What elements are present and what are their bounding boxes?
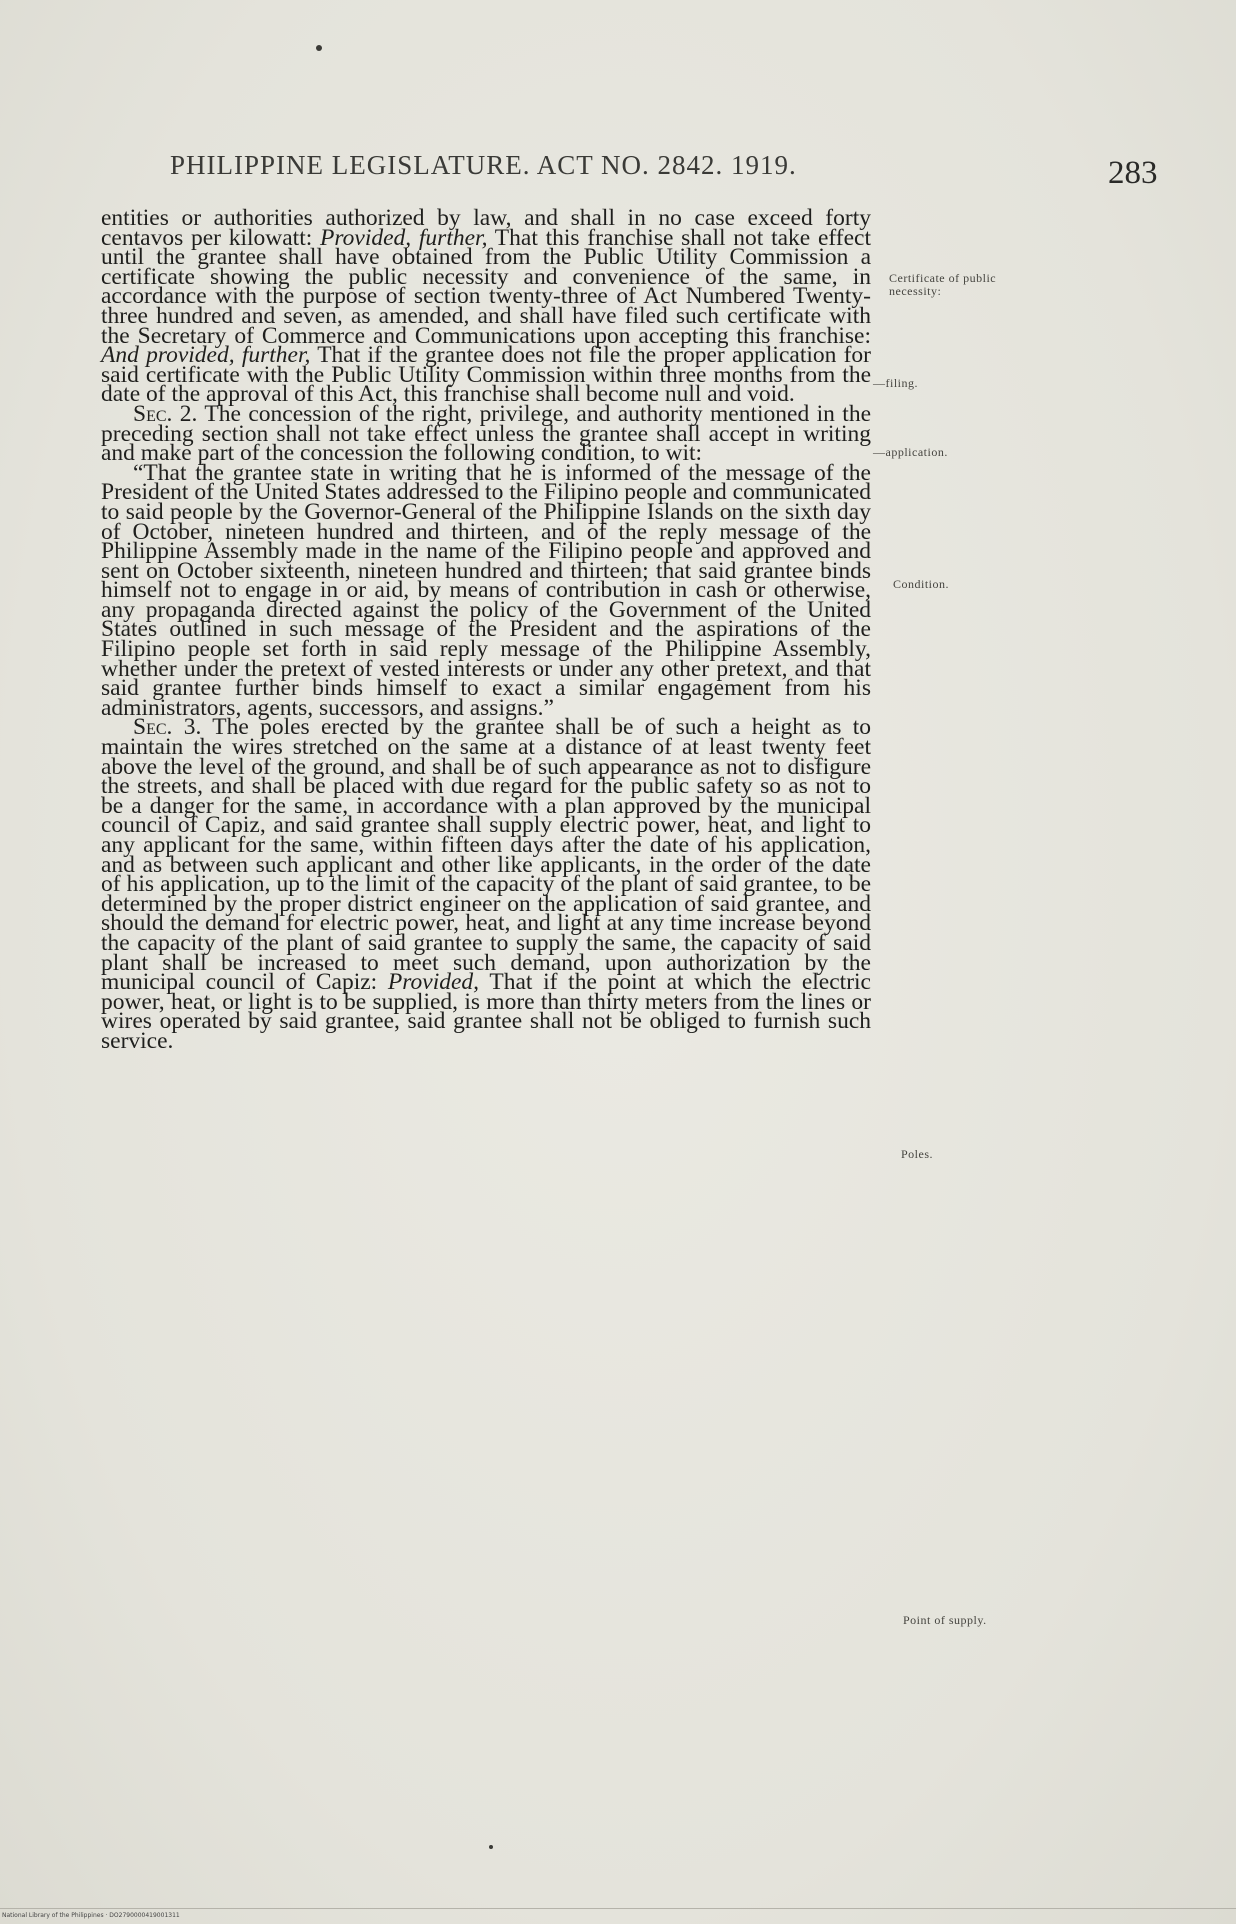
section-label: Sec. <box>133 714 173 741</box>
margin-note-certificate: Certificate of public necessity: <box>889 271 997 298</box>
margin-note-application: —application. <box>873 445 948 459</box>
text-run: That if the grantee does not file the proper application for said certificate with the Public Utility Commission within three months from the date of the approval of this Act, this franchise shall become null and void. <box>101 342 871 408</box>
paragraph-section-1-continuation <box>101 205 871 408</box>
section-label: Sec. <box>133 400 173 427</box>
library-stamp: National Library of the Philippines · DO2790000419001311 <box>2 1912 180 1919</box>
paragraph-section-2 <box>101 400 871 467</box>
text-run: That if the point at which the electric power, heat, or light is to be supplied, is more than thirty meters from the lines or wires operated by said grantee, said grantee shall not be obliged to furnish such service. <box>101 969 871 1054</box>
text-run: 2. The concession of the right, privilege, and authority mentioned in the preceding section shall not take effect unless the grantee shall accept in writing and make part of the concession the following condition, to wit: <box>101 400 871 467</box>
text-run: That this franchise shall not take effect until the grantee shall have obtained from the Public Utility Commission a certificate showing the public necessity and convenience of the same, in accordance with the purpose of section twenty-three of Act Numbered Twenty-three hundred and seven, as amended, and shall have filed such certificate with the Secretary of Commerce and Communications upon accepting this franchise: <box>101 224 871 349</box>
paragraph-condition-quote: “That the grantee state in writing that he is informed of the message of the President of the United States addressed to the Filipino people and communicated to said people by the Governor-General of the Philippine Islands on the sixth day of October, nineteen hundred and thirteen, and of the reply message of the Philippine Assembly made in the name of the Filipino people and approved and sent on October sixteenth, nineteen hundred and thirteen; that said grantee binds himself not to engage in or aid, by means of contribution in cash or otherwise, any propaganda directed against the policy of the Government of the United States outlined in such message of the President and the aspirations of the Filipino people set forth in said reply message of the Philippine Assembly, whether under the pretext of vested interests or under any other pretext, and that said grantee further binds himself to exact a similar engagement from his administrators, agents, successors, and assigns.” <box>101 459 871 721</box>
margin-note-filing: —filing. <box>873 376 918 390</box>
margin-note-condition: Condition. <box>893 577 950 591</box>
scan-speck <box>316 45 322 51</box>
proviso-italic: Provided, further, <box>320 224 488 251</box>
margin-note-poles: Poles. <box>901 1147 934 1161</box>
proviso-italic: And provided, further, <box>101 342 311 369</box>
scan-speck <box>489 1845 493 1849</box>
text-run: 3. The poles erected by the grantee shall be of such a height as to maintain the wires stretched on the same at a distance of at least twenty feet above the level of the ground, and shall be of such appearance as not to disfigure the streets, and shall be placed with due regard for the public safety so as not to be a danger for the same, in accordance with a plan approved by the municipal council of Capiz, and said grantee shall supply electric power, heat, and light to any applicant for the same, within fifteen days after the date of his application, and as between such applicant and other like applicants, in the order of the date of his application, up to the limit of the capacity of the plant of said grantee, to be determined by the proper district engineer on the application of said grantee, and should the demand for electric power, heat, and light at any time increase beyond the capacity of the plant of said grantee to supply the same, the capacity of said plant shall be increased to meet such demand, upon authorization by the municipal council of Capiz: <box>101 714 871 996</box>
page-number: 283 <box>1108 155 1158 191</box>
paragraph-section-3 <box>101 714 871 1054</box>
proviso-italic: Provided, <box>387 969 480 996</box>
margin-note-point-of-supply: Point of supply. <box>903 1613 987 1627</box>
running-title: PHILIPPINE LEGISLATURE. ACT NO. 2842. 1919. <box>170 150 797 180</box>
body-text <box>101 205 871 1054</box>
text-run: entities or authorities authorized by law, and shall in no case exceed forty centavos per kilowatt: <box>101 205 871 251</box>
scan-edge-rule <box>0 1908 1236 1909</box>
